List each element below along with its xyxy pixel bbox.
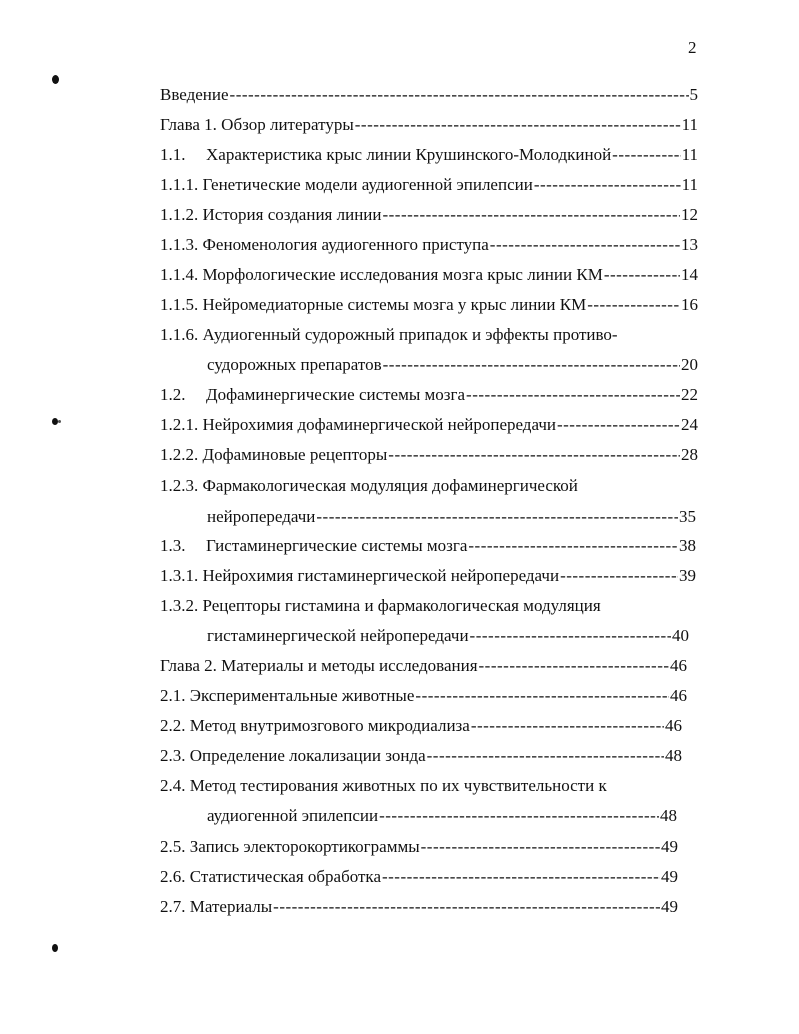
toc-entry-text: 1.1.5. Нейромедиаторные системы мозга у крыс линии КМ [160, 295, 587, 314]
toc-entry-text: Гистаминергические системы мозга [206, 536, 468, 555]
scan-mark [52, 75, 59, 84]
toc-entry-page: 11 [681, 175, 698, 194]
toc-entry [160, 84, 698, 106]
toc-leader [466, 384, 680, 406]
toc-entry-text: 1.1.6. Аудиогенный судорожный припадок и эффекты противо- [160, 325, 618, 344]
toc-entry-page: 5 [689, 85, 698, 104]
toc-entry [160, 114, 698, 136]
toc-entry-number: 1.1. [160, 145, 186, 164]
toc-leader [490, 234, 680, 256]
toc-leader [427, 745, 664, 767]
toc-entry-text: 1.2.2. Дофаминовые рецепторы [160, 445, 388, 464]
toc-entry [160, 866, 678, 888]
toc-entry-page: 39 [679, 566, 696, 585]
toc-entry [160, 234, 698, 256]
toc-entry [160, 144, 698, 166]
toc-entry-text: 2.1. Экспериментальные животные [160, 686, 415, 705]
toc-entry-page: 24 [681, 415, 698, 434]
toc-leader [560, 565, 678, 587]
toc-entry-page: 35 [679, 507, 696, 526]
toc-entry-page: 46 [670, 686, 687, 705]
toc-entry-text: 1.1.1. Генетические модели аудиогенной эпилепсии [160, 175, 533, 194]
toc-entry-page: 46 [670, 656, 687, 675]
toc-leader [604, 264, 680, 286]
toc-leader [388, 444, 680, 466]
toc-entry-text: 1.2.3. Фармакологическая модуляция дофаминергической [160, 476, 578, 495]
toc-leader [382, 204, 680, 226]
toc-leader [379, 805, 659, 827]
toc-leader [230, 84, 689, 106]
toc-leader [479, 655, 669, 677]
toc-leader [355, 114, 681, 136]
toc-entry-page: 16 [681, 295, 698, 314]
toc-entry-page: 48 [665, 746, 682, 765]
scan-mark [58, 420, 61, 423]
toc-entry-text: судорожных препаратов [207, 355, 382, 374]
toc-leader [471, 715, 664, 737]
toc-entry [207, 805, 677, 827]
toc-entry [160, 745, 682, 767]
toc-entry [207, 625, 689, 647]
toc-entry-page: 49 [661, 897, 678, 916]
toc-leader [470, 625, 671, 647]
toc-entry-text: Характеристика крыс линии Крушинского-Молодкиной [206, 145, 612, 164]
toc-entry-text: 2.3. Определение локализации зонда [160, 746, 426, 765]
toc-entry-text: 1.1.2. История создания линии [160, 205, 382, 224]
toc-entry [160, 715, 682, 737]
toc-entry-page: 13 [681, 235, 698, 254]
toc-entry [160, 655, 687, 677]
toc-entry [160, 204, 698, 226]
toc-entry [160, 384, 698, 406]
toc-leader [273, 896, 660, 918]
toc-leader [383, 354, 680, 376]
toc-entry-text: гистаминергической нейропередачи [207, 626, 469, 645]
toc-entry [160, 174, 698, 196]
toc-leader [316, 506, 678, 528]
toc-entry-text: 1.3.2. Рецепторы гистамина и фармакологическая модуляция [160, 596, 601, 615]
toc-entry [207, 354, 698, 376]
toc-leader [415, 685, 669, 707]
toc-entry-text: 1.3.1. Нейрохимия гистаминергической нейропередачи [160, 566, 560, 585]
toc-entry-page: 49 [661, 837, 678, 856]
page-number: 2 [688, 38, 697, 57]
toc-entry [160, 896, 678, 918]
toc-leader [421, 836, 660, 858]
toc-entry [160, 414, 698, 436]
toc-entry-text: 2.4. Метод тестирования животных по их чувствительности к [160, 776, 607, 795]
toc-entry-number: 1.3. [160, 536, 186, 555]
toc-leader [468, 535, 678, 557]
toc-entry-page: 46 [665, 716, 682, 735]
toc-entry-page: 11 [681, 115, 698, 134]
toc-leader [557, 414, 680, 436]
toc-entry-text: Введение [160, 85, 229, 104]
toc-entry-page: 11 [681, 145, 698, 164]
toc-entry [160, 565, 696, 587]
toc-entry-page: 12 [681, 205, 698, 224]
toc-entry [160, 264, 698, 286]
toc-entry-text: аудиогенной эпилепсии [207, 806, 379, 825]
toc-entry-text: 1.2.1. Нейрохимия дофаминергической нейропередачи [160, 415, 556, 434]
toc-leader [382, 866, 660, 888]
toc-entry-text: Глава 2. Материалы и методы исследования [160, 656, 478, 675]
toc-leader [587, 294, 680, 316]
scan-mark [52, 944, 58, 952]
toc-entry-text: 1.1.4. Морфологические исследования мозга крыс линии КМ [160, 265, 603, 284]
toc-entry-page: 48 [660, 806, 677, 825]
toc-entry-page: 22 [681, 385, 698, 404]
toc-entry-text: 2.7. Материалы [160, 897, 273, 916]
toc-entry-text: 1.1.3. Феноменология аудиогенного приступа [160, 235, 489, 254]
toc-entry-page: 38 [679, 536, 696, 555]
toc-entry-text: Дофаминергические системы мозга [206, 385, 466, 404]
toc-entry-text: Глава 1. Обзор литературы [160, 115, 354, 134]
toc-entry-number: 1.2. [160, 385, 186, 404]
toc-entry [160, 685, 687, 707]
toc-entry-text: 2.6. Статистическая обработка [160, 867, 381, 886]
toc-entry-text: 2.5. Запись электорокортикограммы [160, 837, 420, 856]
toc-entry-text: нейропередачи [207, 507, 316, 526]
toc-entry-text: 2.2. Метод внутримозгового микродиализа [160, 716, 470, 735]
toc-entry-page: 20 [681, 355, 698, 374]
toc-entry [160, 535, 696, 557]
toc-leader [534, 174, 681, 196]
toc-entry-page: 14 [681, 265, 698, 284]
toc-entry-page: 28 [681, 445, 698, 464]
toc-entry-page: 40 [672, 626, 689, 645]
toc-entry [160, 444, 698, 466]
toc-entry [160, 294, 698, 316]
toc-entry [207, 506, 696, 528]
toc-entry-page: 49 [661, 867, 678, 886]
toc-leader [612, 144, 680, 166]
toc-entry [160, 836, 678, 858]
